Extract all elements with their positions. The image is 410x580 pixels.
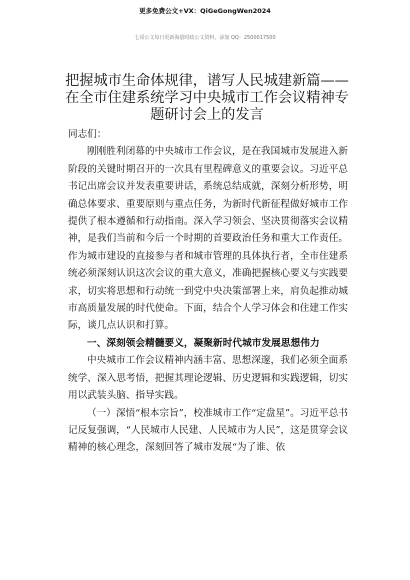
salutation: 同志们： xyxy=(68,129,107,140)
paragraph-section-1: 中央城市工作会议精神内涵丰富、思想深邃，我们必须全面系统学、深入思考悟，把握其理论逻辑、历史逻辑和实践逻辑，切实用以武装头脑、指导实践。 xyxy=(68,355,348,402)
title-line-2: 在全市住建系统学习中央城市工作会议精神专 xyxy=(65,90,349,107)
notice-header: 七哥公文每日更新海量时政公文资料，添加 QQ：2500017500 xyxy=(134,35,276,41)
paragraph-subsection-1: （一）深悟“根本宗旨”，校准城市工作“定盘星”。习近平总书记反复强调，“人民城市人民建、人民城市为人民”，这是贯穿会议精神的核心理念，深刻回答了城市发展“为了谁、依 xyxy=(68,407,348,454)
title-line-3: 题研讨会上的发言 xyxy=(150,107,264,124)
document-title xyxy=(52,73,362,125)
document-body xyxy=(68,126,348,457)
title-line-1: 把握城市生命体规律，谱写人民城建新篇—— xyxy=(65,73,349,89)
paragraph-intro: 刚刚胜利闭幕的中央城市工作会议，是在我国城市发展进入新阶段的关键时期召开的一次具有里程碑意义的重要会议。习近平总书记出席会议并发表重要讲话，系统总结成就，深刻分析形势，明确总体要求、重要原则与重点任务，为新时代新征程做好城市工作提供了根本遵循和行动指南。深入学习领会、坚决贯彻落实会议精神，是我们当前和今后一个时期的首要政治任务和重大工作责任。作为城市建设的直接参与者和城市管理的具体执行者，全市住建系统必须深刻认识这次会议的重大意义，准确把握核心要义与实践要求，切实将思想和行动统一到党中央决策部署上来，肩负起推动城市高质量发展的时代使命。下面，结合个人学习体会和住建工作实际，谈几点认识和打算。 xyxy=(68,146,348,332)
section-heading-1: 一、深刻领会精髓要义，凝聚新时代城市发展思想伟力 xyxy=(87,337,320,349)
promo-header: 更多免费公文+VX：QiGeGongWen2024 xyxy=(139,7,271,15)
